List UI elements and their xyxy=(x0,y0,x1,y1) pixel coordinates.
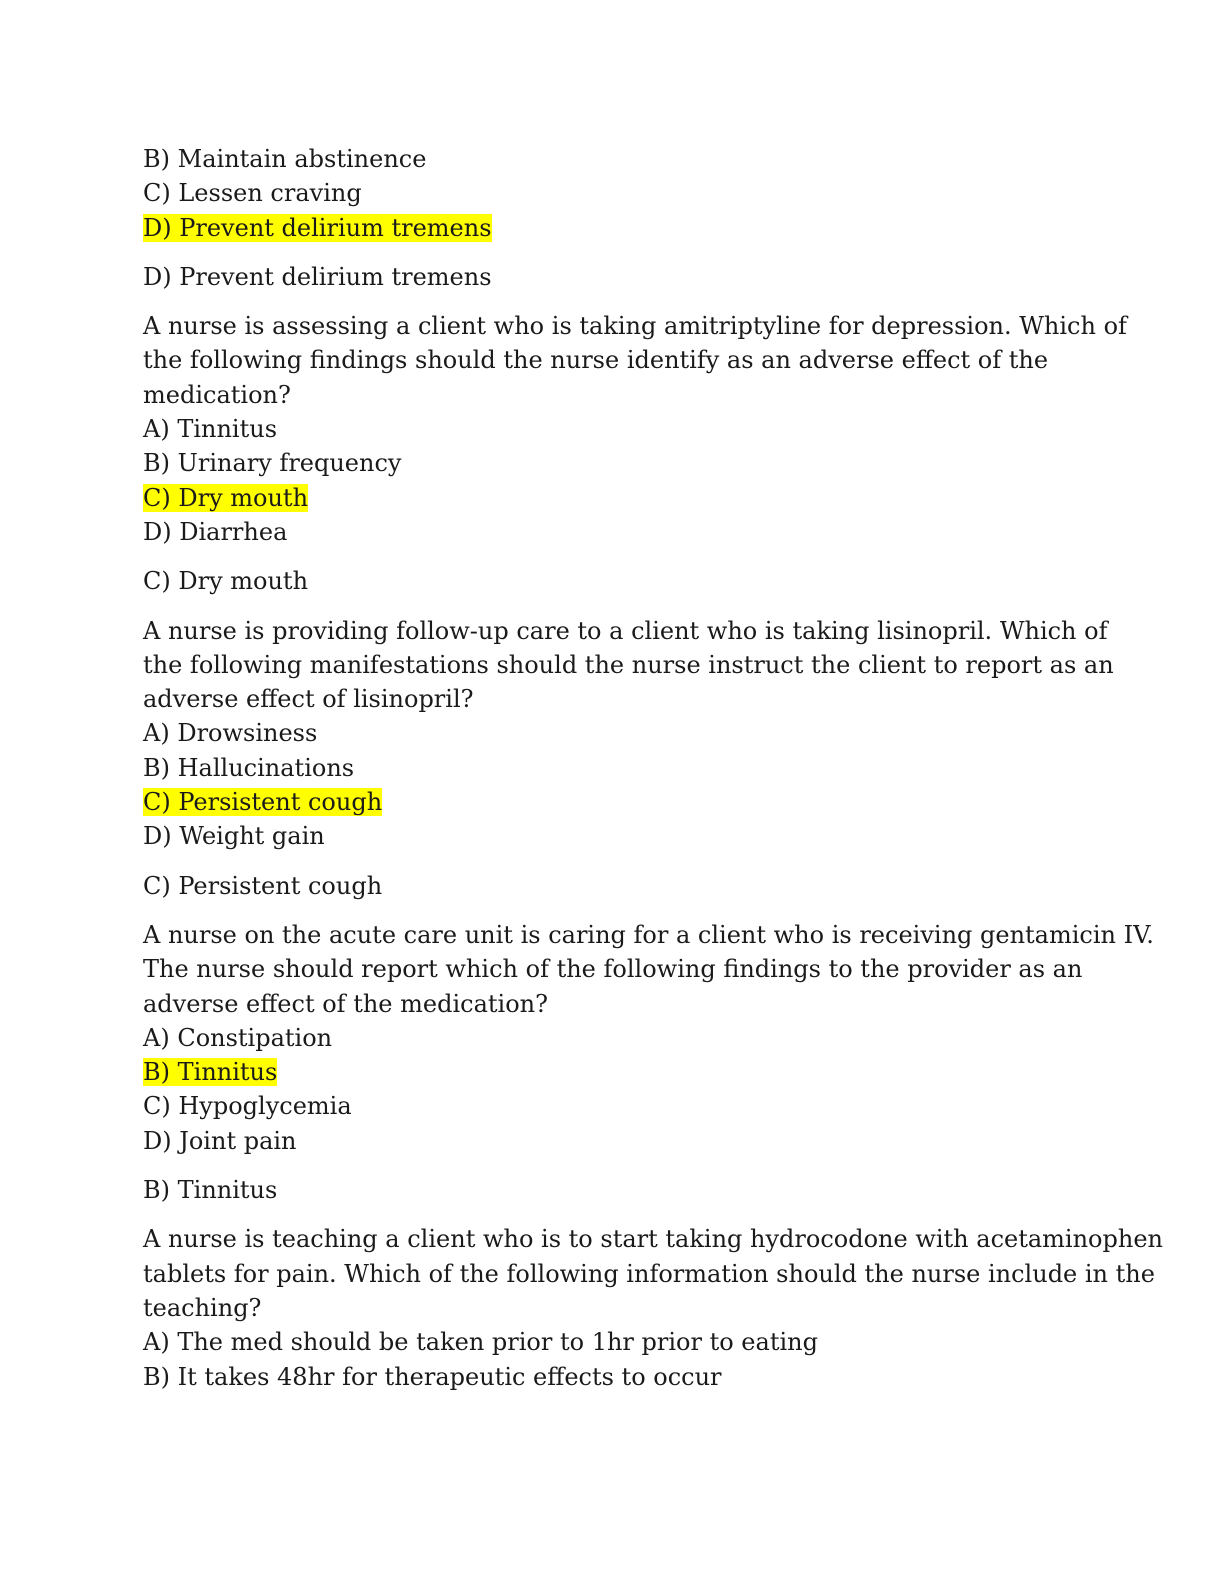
option-text: B) Hallucinations xyxy=(143,753,355,782)
option-line xyxy=(143,1055,1083,1089)
question-text-line: A nurse is assessing a client who is taking amitriptyline for depression. Which of xyxy=(143,312,1127,341)
highlighted-answer-option: C) Dry mouth xyxy=(143,483,309,512)
option-line xyxy=(143,1089,1083,1123)
highlighted-answer-option: B) Tinnitus xyxy=(143,1058,278,1087)
question-block xyxy=(143,614,1114,854)
option-line xyxy=(143,412,1083,446)
answer-line: C) Persistent cough xyxy=(143,871,383,900)
question-text-line: the following manifestations should the nurse instruct the client to report as an xyxy=(143,650,1114,679)
option-text: D) Joint pain xyxy=(143,1126,297,1155)
question-text-line: medication? xyxy=(143,380,291,409)
question-text-line: teaching? xyxy=(143,1293,262,1322)
answer-line: C) Dry mouth xyxy=(143,567,309,596)
intro-options xyxy=(143,142,1083,245)
question-text-line: The nurse should report which of the following findings to the provider as an xyxy=(143,955,1083,984)
option-text: A) The med should be taken prior to 1hr prior to eating xyxy=(143,1328,818,1357)
option-text: D) Diarrhea xyxy=(143,517,288,546)
option-line xyxy=(143,446,1083,480)
question-text-line: adverse effect of the medication? xyxy=(143,989,548,1018)
answer-line: D) Prevent delirium tremens xyxy=(143,262,492,291)
option-line xyxy=(143,1124,1083,1158)
document-body xyxy=(143,142,1163,1394)
question-text-line: adverse effect of lisinopril? xyxy=(143,685,474,714)
question-block xyxy=(143,1222,1163,1393)
highlighted-answer-option: C) Persistent cough xyxy=(143,788,383,817)
option-text: A) Constipation xyxy=(143,1023,333,1052)
option-line xyxy=(143,515,1083,549)
option-text: B) Urinary frequency xyxy=(143,449,402,478)
option-text: A) Drowsiness xyxy=(143,719,318,748)
question-block xyxy=(143,918,1154,1158)
option-line xyxy=(143,481,1083,515)
highlighted-answer-option: D) Prevent delirium tremens xyxy=(143,213,492,242)
option-line xyxy=(143,142,1083,176)
option-line xyxy=(143,1360,1083,1394)
option-text: B) Maintain abstinence xyxy=(143,145,427,173)
question-text-line: A nurse is teaching a client who is to start taking hydrocodone with acetaminophen xyxy=(143,1225,1163,1254)
question-text-line: A nurse is providing follow-up care to a client who is taking lisinopril. Which of xyxy=(143,616,1108,645)
option-text: C) Hypoglycemia xyxy=(143,1092,352,1121)
option-line xyxy=(143,716,1083,750)
option-line xyxy=(143,1325,1083,1359)
option-text: D) Weight gain xyxy=(143,822,325,851)
option-line xyxy=(143,785,1083,819)
option-line xyxy=(143,1021,1083,1055)
option-text: B) It takes 48hr for therapeutic effects to occur xyxy=(143,1362,722,1391)
answer-line: B) Tinnitus xyxy=(143,1176,278,1205)
option-line xyxy=(143,211,1083,245)
option-line xyxy=(143,176,1083,210)
option-line xyxy=(143,751,1083,785)
option-text: C) Lessen craving xyxy=(143,179,362,208)
question-block xyxy=(143,309,1127,549)
question-text-line: tablets for pain. Which of the following information should the nurse include in the xyxy=(143,1259,1155,1288)
option-line xyxy=(143,819,1083,853)
question-text-line: A nurse on the acute care unit is caring for a client who is receiving gentamicin IV. xyxy=(143,920,1154,949)
question-text-line: the following findings should the nurse identify as an adverse effect of the xyxy=(143,346,1049,375)
option-text: A) Tinnitus xyxy=(143,415,278,444)
